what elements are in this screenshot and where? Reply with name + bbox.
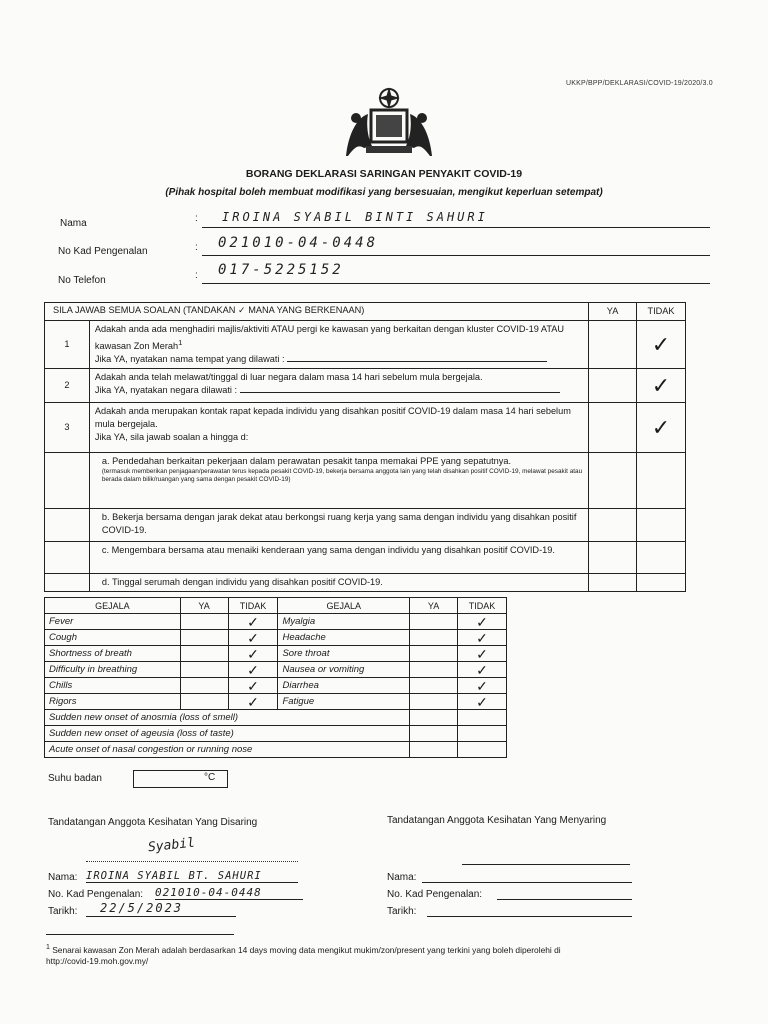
symptom-wide-label: Sudden new onset of ageusia (loss of taste) xyxy=(45,726,410,742)
form-reference-code: UKKP/BPP/DEKLARASI/COVID-19/2020/3.0 xyxy=(566,80,713,87)
symptom-row xyxy=(45,678,507,694)
signature-line xyxy=(86,861,298,862)
symptom-wide-row xyxy=(45,742,507,758)
sub-question-b-text: Bekerja bersama dengan jarak dekat atau berkongsi ruang kerja yang sama dengan individu yang disahkan positif COVID-19. xyxy=(101,512,577,536)
symptom-yes-checkbox[interactable] xyxy=(410,710,458,726)
check-mark-icon: ✓ xyxy=(247,613,259,630)
symptoms-table xyxy=(44,597,507,758)
question-row xyxy=(45,369,686,403)
screened-date-label: Tarikh: xyxy=(48,906,78,917)
check-mark-icon: ✓ xyxy=(476,645,488,662)
name-label: Nama xyxy=(60,218,87,229)
check-mark-icon: ✓ xyxy=(247,693,259,710)
check-mark-icon: ✓ xyxy=(247,629,259,646)
symptom-no-checkbox[interactable] xyxy=(228,694,278,710)
symptom-label: Nausea or vomiting xyxy=(278,662,410,678)
symptom-no-checkbox[interactable] xyxy=(458,662,507,678)
symptom-label: Chills xyxy=(45,678,181,694)
sub-question-letter: a. xyxy=(101,456,110,467)
check-mark-icon: ✓ xyxy=(651,415,671,441)
footnote-mark: 1 xyxy=(46,944,50,951)
signature-scribble: Syabil xyxy=(147,835,196,856)
phone-colon: : xyxy=(195,270,198,281)
check-mark-icon: ✓ xyxy=(247,661,259,678)
footnote-ref: 1 xyxy=(178,338,183,347)
symptom-no-checkbox[interactable] xyxy=(458,630,507,646)
check-mark-icon: ✓ xyxy=(476,661,488,678)
symptom-label: Diarrhea xyxy=(278,678,410,694)
sub-question-row xyxy=(45,542,686,574)
footnote-text: Senarai kawasan Zon Merah adalah berdasarkan 14 days moving data mengikut mukim/zon/present yang terkini yang boleh diperolehi di xyxy=(52,944,561,955)
question-1-text: Adakah anda ada menghadiri majlis/aktiviti ATAU pergi ke kawasan yang berkaitan dengan kluster COVID-19 ATAU kawasan Zon Merah xyxy=(94,324,565,352)
symptom-wide-label: Sudden new onset of anosmia (loss of smell) xyxy=(45,710,410,726)
screener-name-label: Nama: xyxy=(387,872,417,883)
screener-signature-title: Tandatangan Anggota Kesihatan Yang Menyaring xyxy=(387,815,607,826)
symptom-label: Difficulty in breathing xyxy=(45,662,181,678)
q3-yes-checkbox[interactable] xyxy=(589,403,637,453)
screened-date-value: 22/5/2023 xyxy=(100,901,184,915)
symptom-yes-checkbox[interactable] xyxy=(180,694,228,710)
screened-date-field[interactable] xyxy=(86,899,236,917)
screened-name-label: Nama: xyxy=(48,872,78,883)
sub-question-row xyxy=(45,574,686,592)
symptom-yes-checkbox[interactable] xyxy=(410,694,458,710)
qd-yes-checkbox[interactable] xyxy=(589,574,637,592)
question-2-text: Adakah anda telah melawat/tinggal di luar negara dalam masa 14 hari sebelum mula bergejala. xyxy=(94,372,483,383)
symptom-yes-checkbox[interactable] xyxy=(180,630,228,646)
sub-question-text xyxy=(89,453,588,509)
name-value: IROINA SYABIL BINTI SAHURI xyxy=(222,210,488,224)
ic-value: 021010-04-0448 xyxy=(218,235,379,251)
question-number: 3 xyxy=(45,403,90,453)
q2-yes-checkbox[interactable] xyxy=(589,369,637,403)
symptom-yes-checkbox[interactable] xyxy=(410,678,458,694)
question-row xyxy=(45,321,686,369)
symptom-no-checkbox[interactable] xyxy=(458,678,507,694)
sub-question-c-text: Mengembara bersama atau menaiki kenderaan yang sama dengan individu yang disahkan positif COVID-19. xyxy=(111,545,555,556)
question-text xyxy=(89,403,588,453)
symptom-label: Cough xyxy=(45,630,181,646)
phone-label: No Telefon xyxy=(58,275,106,286)
symptom-label: Fatigue xyxy=(278,694,410,710)
check-mark-icon: ✓ xyxy=(476,629,488,646)
phone-value: 017-5225152 xyxy=(218,262,344,278)
symptom-yes-header: YA xyxy=(180,598,228,614)
screener-name-field[interactable] xyxy=(422,868,632,883)
symptom-no-header: TIDAK xyxy=(228,598,278,614)
qc-no-checkbox[interactable] xyxy=(637,542,686,574)
symptom-no-checkbox[interactable] xyxy=(228,614,278,630)
symptom-wide-row xyxy=(45,726,507,742)
symptom-yes-checkbox[interactable] xyxy=(410,646,458,662)
sub-question-letter: b. xyxy=(101,512,110,523)
qa-yes-checkbox[interactable] xyxy=(589,453,637,509)
check-mark-icon: ✓ xyxy=(247,645,259,662)
sub-question-text xyxy=(89,574,588,592)
symptom-no-checkbox[interactable] xyxy=(458,742,507,758)
symptom-label: Rigors xyxy=(45,694,181,710)
name-field[interactable] xyxy=(202,208,710,228)
symptom-no-header: TIDAK xyxy=(458,598,507,614)
symptom-no-checkbox[interactable] xyxy=(228,630,278,646)
check-mark-icon: ✓ xyxy=(476,613,488,630)
symptom-header: GEJALA xyxy=(278,598,410,614)
symptom-row xyxy=(45,694,507,710)
symptom-no-checkbox[interactable] xyxy=(458,726,507,742)
qb-no-checkbox[interactable] xyxy=(637,509,686,542)
symptom-yes-checkbox[interactable] xyxy=(410,726,458,742)
ic-field[interactable] xyxy=(202,234,710,256)
symptom-header: GEJALA xyxy=(45,598,181,614)
screened-name-value: IROINA SYABIL BT. SAHURI xyxy=(86,870,262,882)
temperature-label: Suhu badan xyxy=(48,773,102,784)
sub-question-text xyxy=(89,509,588,542)
symptom-no-checkbox[interactable] xyxy=(228,646,278,662)
question-number: 2 xyxy=(45,369,90,403)
question-number: 1 xyxy=(45,321,90,369)
symptom-label: Sore throat xyxy=(278,646,410,662)
symptom-no-checkbox[interactable] xyxy=(458,646,507,662)
symptom-yes-checkbox[interactable] xyxy=(180,662,228,678)
symptom-row xyxy=(45,614,507,630)
symptom-yes-checkbox[interactable] xyxy=(410,742,458,758)
screener-ic-field[interactable] xyxy=(497,885,632,900)
screened-name-field[interactable] xyxy=(86,866,298,883)
sub-question-letter: d. xyxy=(101,577,110,588)
malaysia-coat-of-arms-icon xyxy=(338,86,440,162)
question-2-followup: Jika YA, nyatakan negara dilawati : xyxy=(94,385,238,396)
screener-date-field[interactable] xyxy=(427,902,632,917)
screener-ic-label: No. Kad Pengenalan: xyxy=(387,889,483,900)
check-mark-icon: ✓ xyxy=(651,332,671,358)
screener-signature-line xyxy=(462,864,630,865)
qc-yes-checkbox[interactable] xyxy=(589,542,637,574)
symptom-wide-label: Acute onset of nasal congestion or running nose xyxy=(45,742,410,758)
temperature-unit: °C xyxy=(204,772,216,783)
form-subtitle: (Pihak hospital boleh membuat modifikasi yang bersesuaian, mengikut keperluan setempat) xyxy=(165,187,603,198)
symptom-no-checkbox[interactable] xyxy=(458,710,507,726)
sub-question-a-note: (termasuk memberikan penjagaan/perawatan terus kepada pesakit COVID-19, bekerja bersama anggota lain yang telah disahkan positif COVID-19, melawat pesakit atau berada dalam bilik/ruangan yang sama dengan pesakit COVID-19) xyxy=(101,468,583,484)
question-1-followup: Jika YA, nyatakan nama tempat yang dilawati : xyxy=(94,354,285,365)
symptom-no-checkbox[interactable] xyxy=(458,614,507,630)
sub-question-d-text: Tinggal serumah dengan individu yang disahkan positif COVID-19. xyxy=(111,577,383,588)
no-column-header: TIDAK xyxy=(637,303,686,321)
footnote-link[interactable]: http://covid-19.moh.gov.my/ xyxy=(46,955,149,966)
name-colon: : xyxy=(195,213,198,224)
screened-ic-field[interactable] xyxy=(155,883,303,900)
footnote xyxy=(46,942,561,967)
symptom-no-checkbox[interactable] xyxy=(228,678,278,694)
sub-question-text xyxy=(89,542,588,574)
question-3-followup: Jika YA, sila jawab soalan a hingga d: xyxy=(94,432,249,443)
q1-no-checkbox[interactable] xyxy=(637,321,686,369)
ic-colon: : xyxy=(195,242,198,253)
screened-ic-value: 021010-04-0448 xyxy=(155,886,262,899)
footnote-divider xyxy=(46,934,234,935)
screened-signature-title: Tandatangan Anggota Kesihatan Yang Disaring xyxy=(48,817,258,828)
symptom-yes-checkbox[interactable] xyxy=(410,630,458,646)
questions-header: SILA JAWAB SEMUA SOALAN (TANDAKAN ✓ MANA YANG BERKENAAN) xyxy=(45,303,589,321)
ic-label: No Kad Pengenalan xyxy=(58,246,148,257)
check-mark-icon: ✓ xyxy=(476,677,488,694)
symptom-no-checkbox[interactable] xyxy=(228,662,278,678)
question-text xyxy=(89,321,588,369)
question-3-text: Adakah anda merupakan kontak rapat kepada individu yang disahkan positif COVID-19 dalam masa 14 hari sebelum mula bergejala. xyxy=(94,406,571,430)
qd-no-checkbox[interactable] xyxy=(637,574,686,592)
symptom-wide-row xyxy=(45,710,507,726)
sub-question-a-text: Pendedahan berkaitan pekerjaan dalam perawatan pesakit tanpa memakai PPE yang sepatutnya. xyxy=(112,456,512,467)
question-row xyxy=(45,403,686,453)
question-text xyxy=(89,369,588,403)
temperature-field[interactable] xyxy=(133,770,228,788)
check-mark-icon: ✓ xyxy=(476,693,488,710)
qb-yes-checkbox[interactable] xyxy=(589,509,637,542)
q3-no-checkbox[interactable] xyxy=(637,403,686,453)
symptom-row xyxy=(45,662,507,678)
screener-date-label: Tarikh: xyxy=(387,906,417,917)
symptom-label: Fever xyxy=(45,614,181,630)
phone-field[interactable] xyxy=(202,261,710,284)
symptom-label: Myalgia xyxy=(278,614,410,630)
symptom-row xyxy=(45,646,507,662)
screened-ic-label: No. Kad Pengenalan: xyxy=(48,889,144,900)
symptom-yes-checkbox[interactable] xyxy=(180,614,228,630)
symptom-yes-checkbox[interactable] xyxy=(180,678,228,694)
sub-question-row xyxy=(45,453,686,509)
symptom-yes-checkbox[interactable] xyxy=(410,662,458,678)
symptom-yes-checkbox[interactable] xyxy=(180,646,228,662)
check-mark-icon: ✓ xyxy=(651,373,671,399)
symptom-yes-header: YA xyxy=(410,598,458,614)
symptom-no-checkbox[interactable] xyxy=(458,694,507,710)
qa-no-checkbox[interactable] xyxy=(637,453,686,509)
symptom-row xyxy=(45,630,507,646)
yes-column-header: YA xyxy=(589,303,637,321)
q2-no-checkbox[interactable] xyxy=(637,369,686,403)
check-mark-icon: ✓ xyxy=(247,677,259,694)
symptom-label: Headache xyxy=(278,630,410,646)
q1-yes-checkbox[interactable] xyxy=(589,321,637,369)
sub-question-letter: c. xyxy=(101,545,110,556)
symptom-yes-checkbox[interactable] xyxy=(410,614,458,630)
form-title: BORANG DEKLARASI SARINGAN PENYAKIT COVID-19 xyxy=(245,168,523,180)
sub-question-row xyxy=(45,509,686,542)
screening-questions-table xyxy=(44,302,686,592)
symptom-label: Shortness of breath xyxy=(45,646,181,662)
